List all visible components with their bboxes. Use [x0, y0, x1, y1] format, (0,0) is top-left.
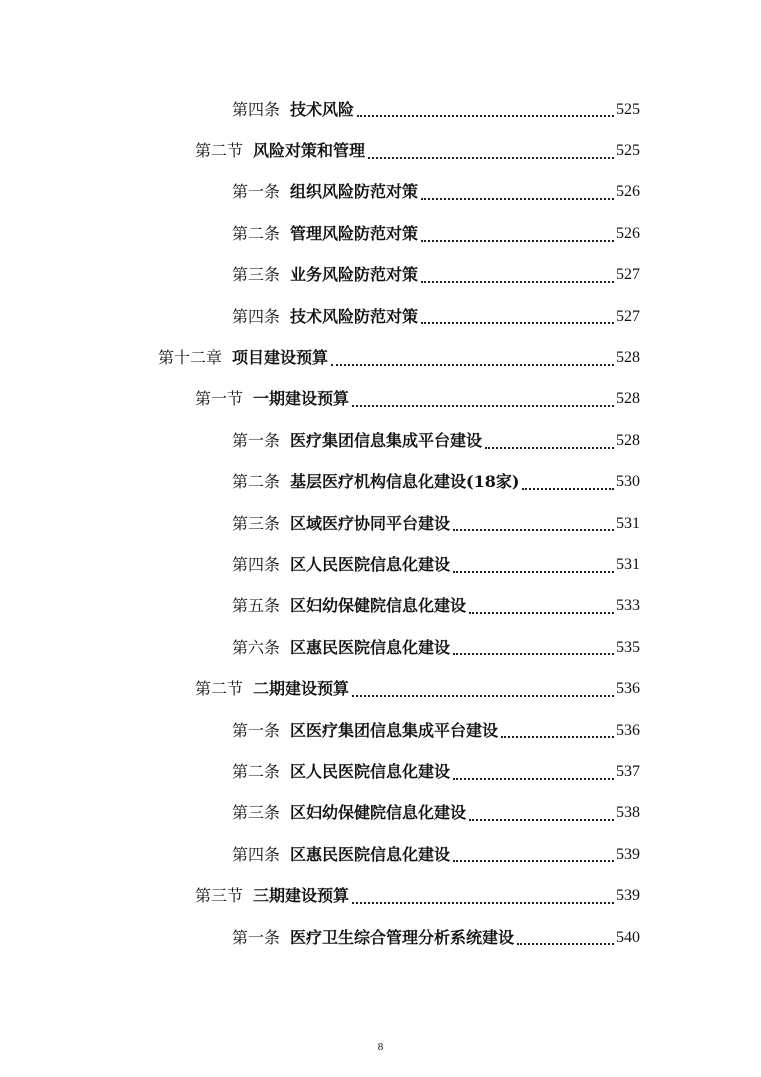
toc-entry-title: 三期建设预算 [253, 886, 350, 906]
toc-entry[interactable] [0, 420, 640, 461]
toc-entry-page: 539 [616, 887, 640, 905]
toc-entry-title: 风险对策和管理 [253, 141, 366, 161]
toc-entry-page: 527 [616, 307, 640, 325]
toc-entry-number: 第一条 [232, 430, 281, 450]
toc-entry-number: 第十二章 [158, 348, 223, 368]
toc-entry-number: 第一节 [195, 389, 244, 409]
toc-entry-page: 528 [616, 431, 640, 449]
toc-entry[interactable] [0, 544, 640, 585]
toc-entry-number: 第四条 [232, 554, 281, 574]
toc-entry[interactable] [0, 213, 640, 254]
toc-entry[interactable] [0, 379, 640, 420]
toc-entry[interactable] [0, 586, 640, 627]
toc-entry[interactable] [0, 130, 640, 171]
toc-entry-page: 539 [616, 845, 640, 863]
toc-entry-number: 第二节 [195, 679, 244, 699]
toc-entry-number: 第三条 [232, 803, 281, 823]
toc-entry-number: 第六条 [232, 637, 281, 657]
toc-entry-page: 528 [616, 390, 640, 408]
toc-entry-page: 536 [616, 721, 640, 739]
toc-dot-leader [485, 447, 614, 449]
toc-dot-leader [421, 281, 614, 283]
toc-entry-title: 技术风险防范对策 [290, 306, 419, 326]
toc-entry-page: 526 [616, 183, 640, 201]
toc-dot-leader [331, 364, 614, 366]
toc-entry-title: 区人民医院信息化建设 [290, 761, 451, 781]
toc-entry-title: 技术风险 [290, 99, 355, 119]
toc-dot-leader [421, 322, 614, 324]
toc-entry-title: 医疗集团信息集成平台建设 [290, 430, 483, 450]
toc-entry-page: 538 [616, 804, 640, 822]
toc-entry-number: 第四条 [232, 99, 281, 119]
toc-entry-page: 526 [616, 224, 640, 242]
toc-entry-page: 525 [616, 100, 640, 118]
toc-entry-page: 531 [616, 555, 640, 573]
toc-entry-number: 第一条 [232, 182, 281, 202]
toc-entry-number: 第二节 [195, 141, 244, 161]
toc-dot-leader [352, 695, 614, 697]
toc-entry-title: 基层医疗机构信息化建设(18家) [290, 472, 520, 492]
toc-dot-leader [469, 819, 614, 821]
toc-entry-page: 537 [616, 762, 640, 780]
toc-entry-title: 区妇幼保健院信息化建设 [290, 803, 467, 823]
toc-entry-number: 第二条 [232, 223, 281, 243]
toc-entry[interactable] [0, 255, 640, 296]
toc-entry-title: 一期建设预算 [253, 389, 350, 409]
toc-entry-page: 531 [616, 514, 640, 532]
toc-dot-leader [517, 943, 614, 945]
toc-dot-leader [368, 157, 614, 159]
toc-dot-leader [469, 612, 614, 614]
toc-entry-page: 540 [616, 928, 640, 946]
toc-entry-number: 第三节 [195, 886, 244, 906]
toc-entry[interactable] [0, 89, 640, 130]
toc-entry-title: 医疗卫生综合管理分析系统建设 [290, 927, 515, 947]
toc-entry[interactable] [0, 751, 640, 792]
toc-dot-leader [453, 653, 614, 655]
toc-entry-page: 536 [616, 680, 640, 698]
toc-entry-number: 第一条 [232, 720, 281, 740]
toc-entry-number: 第二条 [232, 761, 281, 781]
toc-dot-leader [357, 115, 614, 117]
toc-entry-number: 第三条 [232, 265, 281, 285]
toc-entry-page: 533 [616, 597, 640, 615]
toc-entry-title: 区惠民医院信息化建设 [290, 844, 451, 864]
toc-entry-number: 第三条 [232, 513, 281, 533]
toc-dot-leader [453, 860, 614, 862]
toc-entry-page: 525 [616, 142, 640, 160]
toc-entry-page: 527 [616, 266, 640, 284]
toc-entry-title: 组织风险防范对策 [290, 182, 419, 202]
toc-entry-title: 项目建设预算 [232, 348, 329, 368]
toc-entry-title: 二期建设预算 [253, 679, 350, 699]
toc-entry[interactable] [0, 627, 640, 668]
toc-entry[interactable] [0, 917, 640, 958]
toc-entry[interactable] [0, 875, 640, 916]
toc-dot-leader [453, 778, 614, 780]
toc-entry-page: 528 [616, 349, 640, 367]
toc-entry[interactable] [0, 296, 640, 337]
toc-dot-leader [421, 198, 614, 200]
toc-dot-leader [522, 488, 614, 490]
toc-entry-number: 第二条 [232, 472, 281, 492]
toc-dot-leader [501, 736, 614, 738]
toc-entry[interactable] [0, 172, 640, 213]
toc-entry-title: 区妇幼保健院信息化建设 [290, 596, 467, 616]
toc-entry-title: 区域医疗协同平台建设 [290, 513, 451, 533]
page-number: 8 [377, 1041, 384, 1053]
toc-entry[interactable] [0, 337, 640, 378]
toc-entry[interactable] [0, 710, 640, 751]
toc-dot-leader [453, 529, 614, 531]
toc-entry-number: 第一条 [232, 927, 281, 947]
toc-dot-leader [421, 240, 614, 242]
toc-entry-title: 区医疗集团信息集成平台建设 [290, 720, 499, 740]
toc-dot-leader [453, 571, 614, 573]
toc-entry[interactable] [0, 503, 640, 544]
toc-entry-title: 管理风险防范对策 [290, 223, 419, 243]
toc-entry[interactable] [0, 668, 640, 709]
toc-entry-number: 第四条 [232, 844, 281, 864]
toc-entry[interactable] [0, 462, 640, 503]
toc-entry-title: 业务风险防范对策 [290, 265, 419, 285]
toc-entry-number: 第五条 [232, 596, 281, 616]
toc-entry-page: 530 [616, 473, 640, 491]
toc-entry-title: 区人民医院信息化建设 [290, 554, 451, 574]
toc-entry-title: 区惠民医院信息化建设 [290, 637, 451, 657]
toc-dot-leader [352, 405, 614, 407]
table-of-contents [0, 89, 761, 958]
toc-entry[interactable] [0, 834, 640, 875]
toc-entry-number: 第四条 [232, 306, 281, 326]
toc-dot-leader [352, 902, 614, 904]
toc-entry[interactable] [0, 793, 640, 834]
toc-entry-page: 535 [616, 638, 640, 656]
